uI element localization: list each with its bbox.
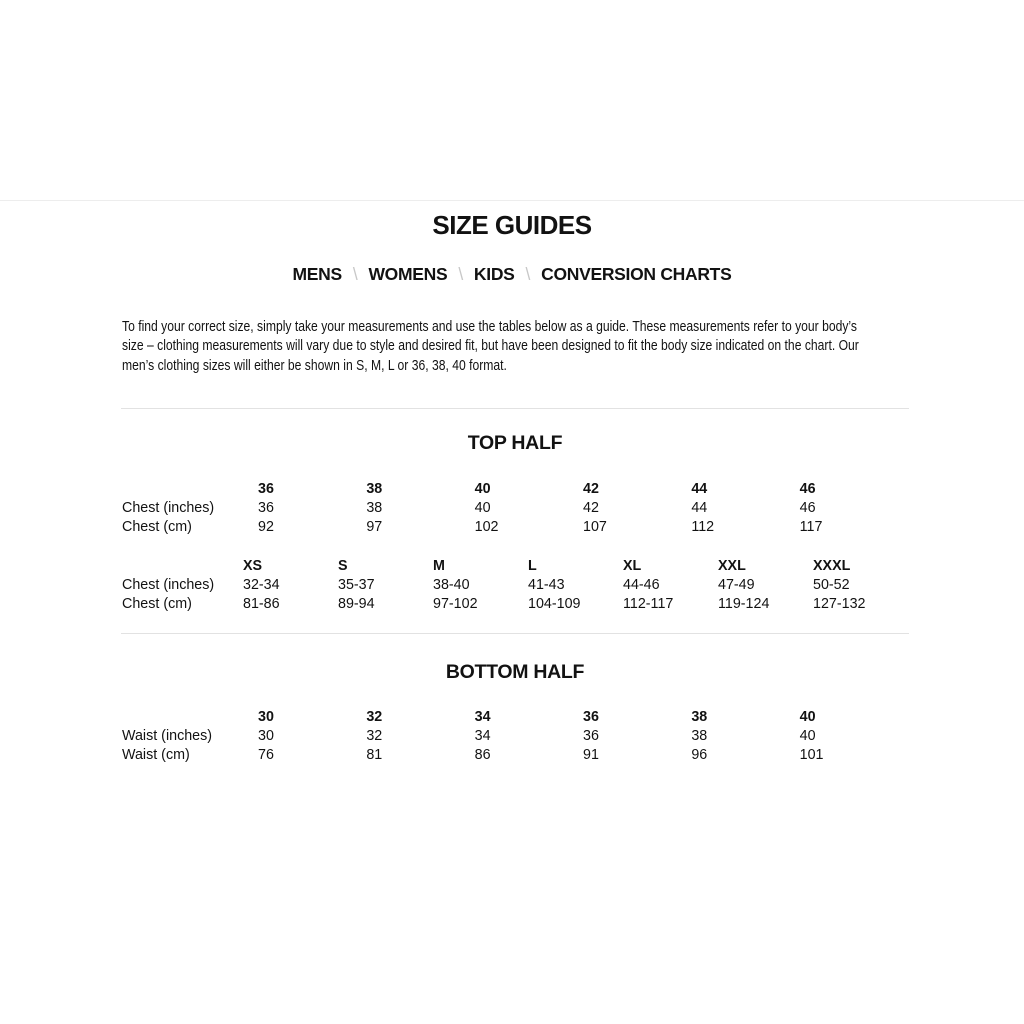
size-column-header: XXXL bbox=[813, 558, 851, 574]
size-column-header: 36 bbox=[258, 481, 274, 497]
size-column-header: 38 bbox=[691, 709, 708, 725]
size-value: 91 bbox=[583, 747, 599, 764]
size-value: 101 bbox=[799, 747, 824, 764]
size-column-header: 34 bbox=[474, 709, 491, 725]
size-value: 104-109 bbox=[528, 596, 581, 613]
size-value: 38 bbox=[691, 728, 708, 745]
nav-item-kids[interactable]: KIDS bbox=[473, 264, 515, 284]
size-value: 107 bbox=[583, 519, 607, 536]
size-column-header: 36 bbox=[583, 709, 599, 725]
section-divider bbox=[121, 408, 909, 409]
size-column-header: XL bbox=[623, 558, 642, 574]
table-corner-cell bbox=[122, 557, 243, 576]
size-value: 97-102 bbox=[433, 596, 478, 613]
table-corner-cell bbox=[122, 708, 258, 727]
size-value: 89-94 bbox=[338, 596, 375, 613]
measurement-row-label: Chest (inches) bbox=[122, 500, 215, 517]
size-value: 117 bbox=[799, 519, 823, 536]
bottom-half-waist-size-table bbox=[122, 708, 908, 766]
top-half-alpha-size-table bbox=[122, 557, 908, 615]
size-value: 30 bbox=[258, 728, 274, 745]
size-value: 97 bbox=[366, 519, 383, 536]
nav-separator: \ bbox=[525, 264, 531, 284]
size-column-header: 40 bbox=[474, 481, 491, 497]
nav-separator: \ bbox=[352, 264, 358, 284]
size-value: 81 bbox=[366, 747, 383, 764]
size-value: 112-117 bbox=[623, 596, 674, 613]
size-column-header: XS bbox=[243, 558, 263, 574]
section-heading-bottom-half: BOTTOM HALF bbox=[445, 661, 585, 683]
size-column-header: 40 bbox=[799, 709, 816, 725]
intro-line: To find your correct size, simply take your measurements and use the tables below as a guide. These measurements refer to your body’s bbox=[122, 318, 857, 335]
size-value: 40 bbox=[474, 500, 491, 517]
nav-item-womens[interactable]: WOMENS bbox=[368, 264, 448, 284]
measurement-row-label: Waist (cm) bbox=[122, 747, 190, 764]
size-value: 96 bbox=[691, 747, 708, 764]
size-guide-nav bbox=[0, 266, 1024, 284]
section-heading-top-half: TOP HALF bbox=[467, 432, 563, 454]
measurement-row-label: Chest (cm) bbox=[122, 519, 192, 536]
section-divider bbox=[121, 633, 909, 634]
measurement-row-label: Chest (cm) bbox=[122, 596, 192, 613]
size-column-header: L bbox=[528, 558, 537, 574]
nav-separator: \ bbox=[458, 264, 463, 284]
top-border-rule bbox=[0, 200, 1024, 201]
size-value: 38-40 bbox=[433, 577, 470, 594]
size-value: 47-49 bbox=[718, 577, 755, 594]
size-value: 42 bbox=[583, 500, 599, 517]
size-value: 36 bbox=[583, 728, 599, 745]
size-value: 112 bbox=[691, 519, 715, 536]
size-value: 44 bbox=[691, 500, 708, 517]
size-value: 76 bbox=[258, 747, 274, 764]
measurement-row-label: Waist (inches) bbox=[122, 728, 213, 745]
size-column-header: XXL bbox=[718, 558, 746, 574]
size-value: 35-37 bbox=[338, 577, 375, 594]
size-value: 50-52 bbox=[813, 577, 850, 594]
size-value: 119-124 bbox=[718, 596, 770, 613]
size-column-header: M bbox=[433, 558, 445, 574]
size-value: 40 bbox=[799, 728, 816, 745]
size-column-header: 42 bbox=[583, 481, 599, 497]
size-value: 92 bbox=[258, 519, 274, 536]
size-value: 34 bbox=[474, 728, 491, 745]
intro-paragraph bbox=[122, 317, 908, 375]
size-column-header: 46 bbox=[799, 481, 816, 497]
size-column-header: 44 bbox=[691, 481, 708, 497]
table-corner-cell bbox=[122, 480, 258, 499]
size-value: 81-86 bbox=[243, 596, 280, 613]
size-value: 32-34 bbox=[243, 577, 280, 594]
size-column-header: 38 bbox=[366, 481, 383, 497]
size-value: 38 bbox=[366, 500, 383, 517]
size-column-header: 30 bbox=[258, 709, 274, 725]
size-value: 46 bbox=[799, 500, 816, 517]
size-value: 32 bbox=[366, 728, 383, 745]
size-value: 86 bbox=[474, 747, 491, 764]
size-column-header: 32 bbox=[366, 709, 383, 725]
size-value: 102 bbox=[474, 519, 499, 536]
measurement-row-label: Chest (inches) bbox=[122, 577, 215, 594]
intro-line: men’s clothing sizes will either be shown in S, M, L or 36, 38, 40 format. bbox=[122, 356, 507, 374]
page-title: SIZE GUIDES bbox=[432, 210, 592, 240]
size-value: 127-132 bbox=[813, 596, 866, 613]
size-value: 44-46 bbox=[623, 577, 660, 594]
size-column-header: S bbox=[338, 558, 348, 574]
size-value: 36 bbox=[258, 500, 274, 517]
nav-item-conversion-charts[interactable]: CONVERSION CHARTS bbox=[541, 264, 732, 284]
top-half-numeric-size-table bbox=[122, 480, 908, 538]
size-value: 41-43 bbox=[528, 577, 565, 594]
intro-line: size – clothing measurements will vary due to style and desired fit, but have been designed to fit the body size indicated on the chart. Our bbox=[122, 337, 859, 355]
nav-item-mens[interactable]: MENS bbox=[292, 264, 342, 284]
